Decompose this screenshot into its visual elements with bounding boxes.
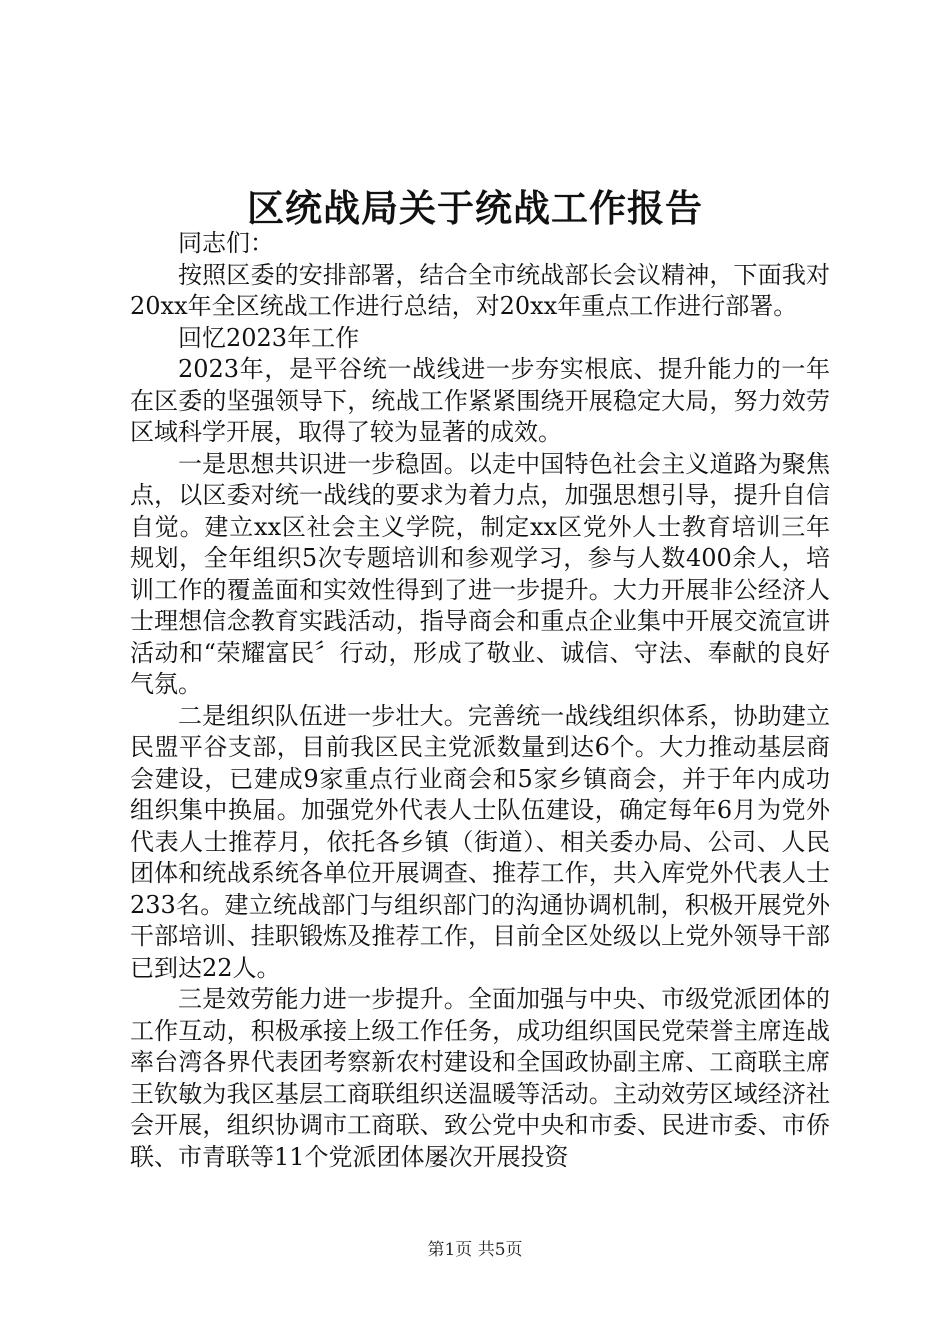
paragraph-overview: 2023年，是平谷统一战线进一步夯实根底、提升能力的一年在区委的坚强领导下，统战工作紧紧围绕开展稳定大局，努力效劳区域科学开展，取得了较为显著的成效。 bbox=[130, 355, 830, 446]
paragraph-salutation: 同志们： bbox=[178, 229, 274, 257]
paragraph-point-three: 三是效劳能力进一步提升。全面加强与中央、市级党派团体的工作互动，积极承接上级工作任务，成功组织国民党荣誉主席连战率台湾各界代表团考察新农村建设和全国政协副主席、工商联主席王钦敏为我区基层工商联组织送温暖等活动。主动效劳区域经济社会开展，组织协调市工商联、致公党中央和市委、民进市委、市侨联、市青联等11个党派团体屡次开展投资 bbox=[130, 985, 830, 1171]
document-title: 区统战局关于统战工作报告 bbox=[247, 186, 703, 230]
paragraph-point-one: 一是思想共识进一步稳固。以走中国特色社会主义道路为聚焦点，以区委对统一战线的要求为着力点，加强思想引导，提升自信自觉。建立xx区社会主义学院，制定xx区党外人士教育培训三年规划，全年组织5次专题培训和参观学习，参与人数400余人，培训工作的覆盖面和实效性得到了进一步提升。大力开展非公经济人士理想信念教育实践活动，指导商会和重点企业集中开展交流宣讲活动和“荣耀富民〞行动，形成了敬业、诚信、守法、奉献的良好气氛。 bbox=[130, 449, 830, 698]
paragraph-intro: 按照区委的安排部署，结合全市统战部长会议精神，下面我对20xx年全区统战工作进行总结，对20xx年重点工作进行部署。 bbox=[130, 260, 830, 320]
page-number-footer: 第1页 共5页 bbox=[427, 1240, 523, 1260]
document-body bbox=[130, 228, 830, 1173]
paragraph-point-two: 二是组织队伍进一步壮大。完善统一战线组织体系，协助建立民盟平谷支部，目前我区民主党派数量到达6个。大力推动基层商会建设，已建成9家重点行业商会和5家乡镇商会，并于年内成功组织集中换届。加强党外代表人士队伍建设，确定每年6月为党外代表人士推荐月，依托各乡镇（街道）、相关委办局、公司、人民团体和统战系统各单位开展调查、推荐工作，共入库党外代表人士233名。建立统战部门与组织部门的沟通协调机制，积极开展党外干部培训、挂职锻炼及推荐工作，目前全区处级以上党外领导干部已到达22人。 bbox=[130, 701, 830, 982]
paragraph-section-heading: 回忆2023年工作 bbox=[178, 323, 360, 352]
